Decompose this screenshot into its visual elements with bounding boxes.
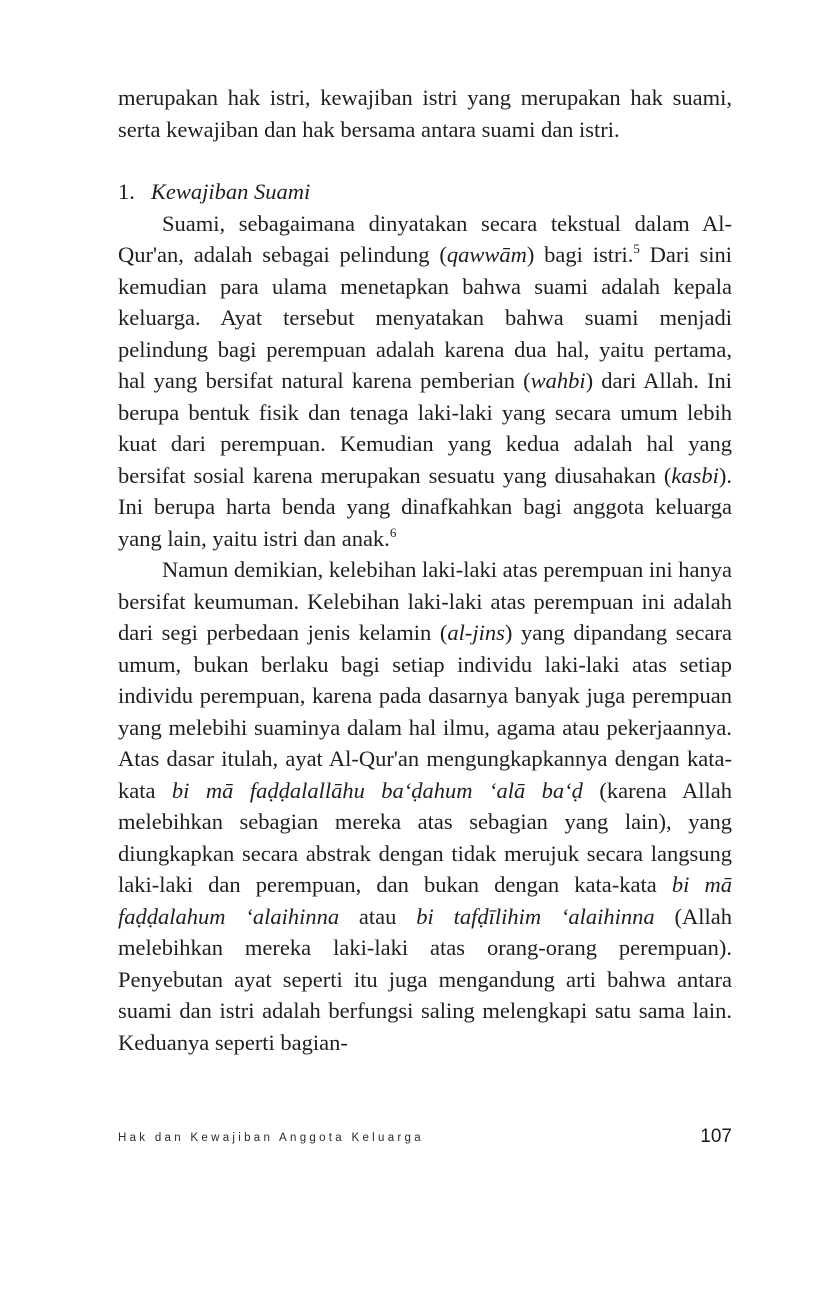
para1-text-3: Dari sini kemudian para ulama menetapkan bahwa suami adalah kepala keluarga. Ayat tersebut menyatakan bahwa suami menjadi pelindung bagi perempuan adalah karena dua hal, yaitu pertama, hal yang bersifat natural karena pemberian ( bbox=[118, 242, 732, 393]
footnote-ref-5: 5 bbox=[633, 241, 640, 256]
para2-text-2: ) yang dipandang secara umum, bukan berlaku bagi setiap individu laki-laki atas setiap individu perempuan, karena pada dasarnya banyak juga perempuan yang melebihi suaminya dalam hal ilmu, agama atau pekerjaannya. Atas dasar itulah, ayat Al-Qur'an mengungkapkannya dengan kata-kata bbox=[118, 620, 732, 803]
paragraph-2 bbox=[118, 554, 732, 1058]
para2-quote-3: bi tafḍīlihim ‘alaihinna bbox=[416, 903, 655, 929]
page-number: 107 bbox=[700, 1126, 732, 1147]
intro-paragraph bbox=[118, 82, 732, 145]
footnote-ref-6: 6 bbox=[389, 524, 397, 540]
section-title: Kewajiban Suami bbox=[150, 179, 311, 204]
para1-term-wahbi: wahbi bbox=[530, 368, 586, 393]
page-footer bbox=[118, 1126, 732, 1162]
para1-text-5: ). Ini berupa harta benda yang dinafkahkan bagi anggota keluarga yang lain, yaitu istri dan anak. bbox=[118, 462, 732, 551]
paragraph-1 bbox=[118, 208, 732, 555]
section-number: 1. bbox=[118, 179, 135, 204]
para2-term-al-jins: al-jins bbox=[447, 620, 505, 645]
para2-text-5: (Allah melebihkan mereka laki-laki atas orang-orang perempuan). Penyebutan ayat seperti itu juga mengandung arti bahwa antara suami dan istri adalah berfungsi saling melengkapi satu sama lain. Keduanya seperti bagian- bbox=[118, 903, 733, 1055]
para1-text-2: ) bagi istri. bbox=[526, 242, 634, 267]
section-heading bbox=[118, 176, 732, 208]
para2-quote-2: bi mā faḍḍalahum ‘alaihinna bbox=[118, 872, 732, 929]
para1-term-kasbi: kasbi bbox=[671, 462, 719, 488]
running-head: Hak dan Kewajiban Anggota Keluarga bbox=[118, 1132, 424, 1144]
para2-quote-1: bi mā faḍḍalallāhu ba‘ḍahum ‘alā ba‘ḍ bbox=[171, 777, 583, 803]
section-kewajiban-suami bbox=[118, 176, 732, 1058]
para2-text-3: (karena Allah melebihkan sebagian mereka atas sebagian yang lain), yang diungkapkan secara abstrak dengan tidak merujuk secara langsung laki-laki dan perempuan, dan bukan dengan kata-kata bbox=[118, 777, 732, 897]
para1-text-1: Suami, sebagaimana dinyatakan secara tekstual dalam Al-Qur'an, adalah sebagai pelindung ( bbox=[118, 210, 732, 267]
para2-text-4: atau bbox=[339, 903, 417, 929]
para2-text-1: Namun demikian, kelebihan laki-laki atas perempuan ini hanya bersifat keumuman. Kelebihan laki-laki atas perempuan ini adalah dari segi perbedaan jenis kelamin ( bbox=[118, 557, 732, 645]
para1-term-qawwam: qawwām bbox=[446, 242, 527, 267]
intro-text: merupakan hak istri, kewajiban istri yang merupakan hak suami, serta kewajiban dan hak bersama antara suami dan istri. bbox=[118, 85, 732, 142]
para1-text-4: ) dari Allah. Ini berupa bentuk fisik dan tenaga laki-laki yang secara umum lebih kuat dari perempuan. Kemudian yang kedua adalah hal yang bersifat sosial karena merupakan sesuatu yang diusahakan ( bbox=[118, 368, 733, 488]
